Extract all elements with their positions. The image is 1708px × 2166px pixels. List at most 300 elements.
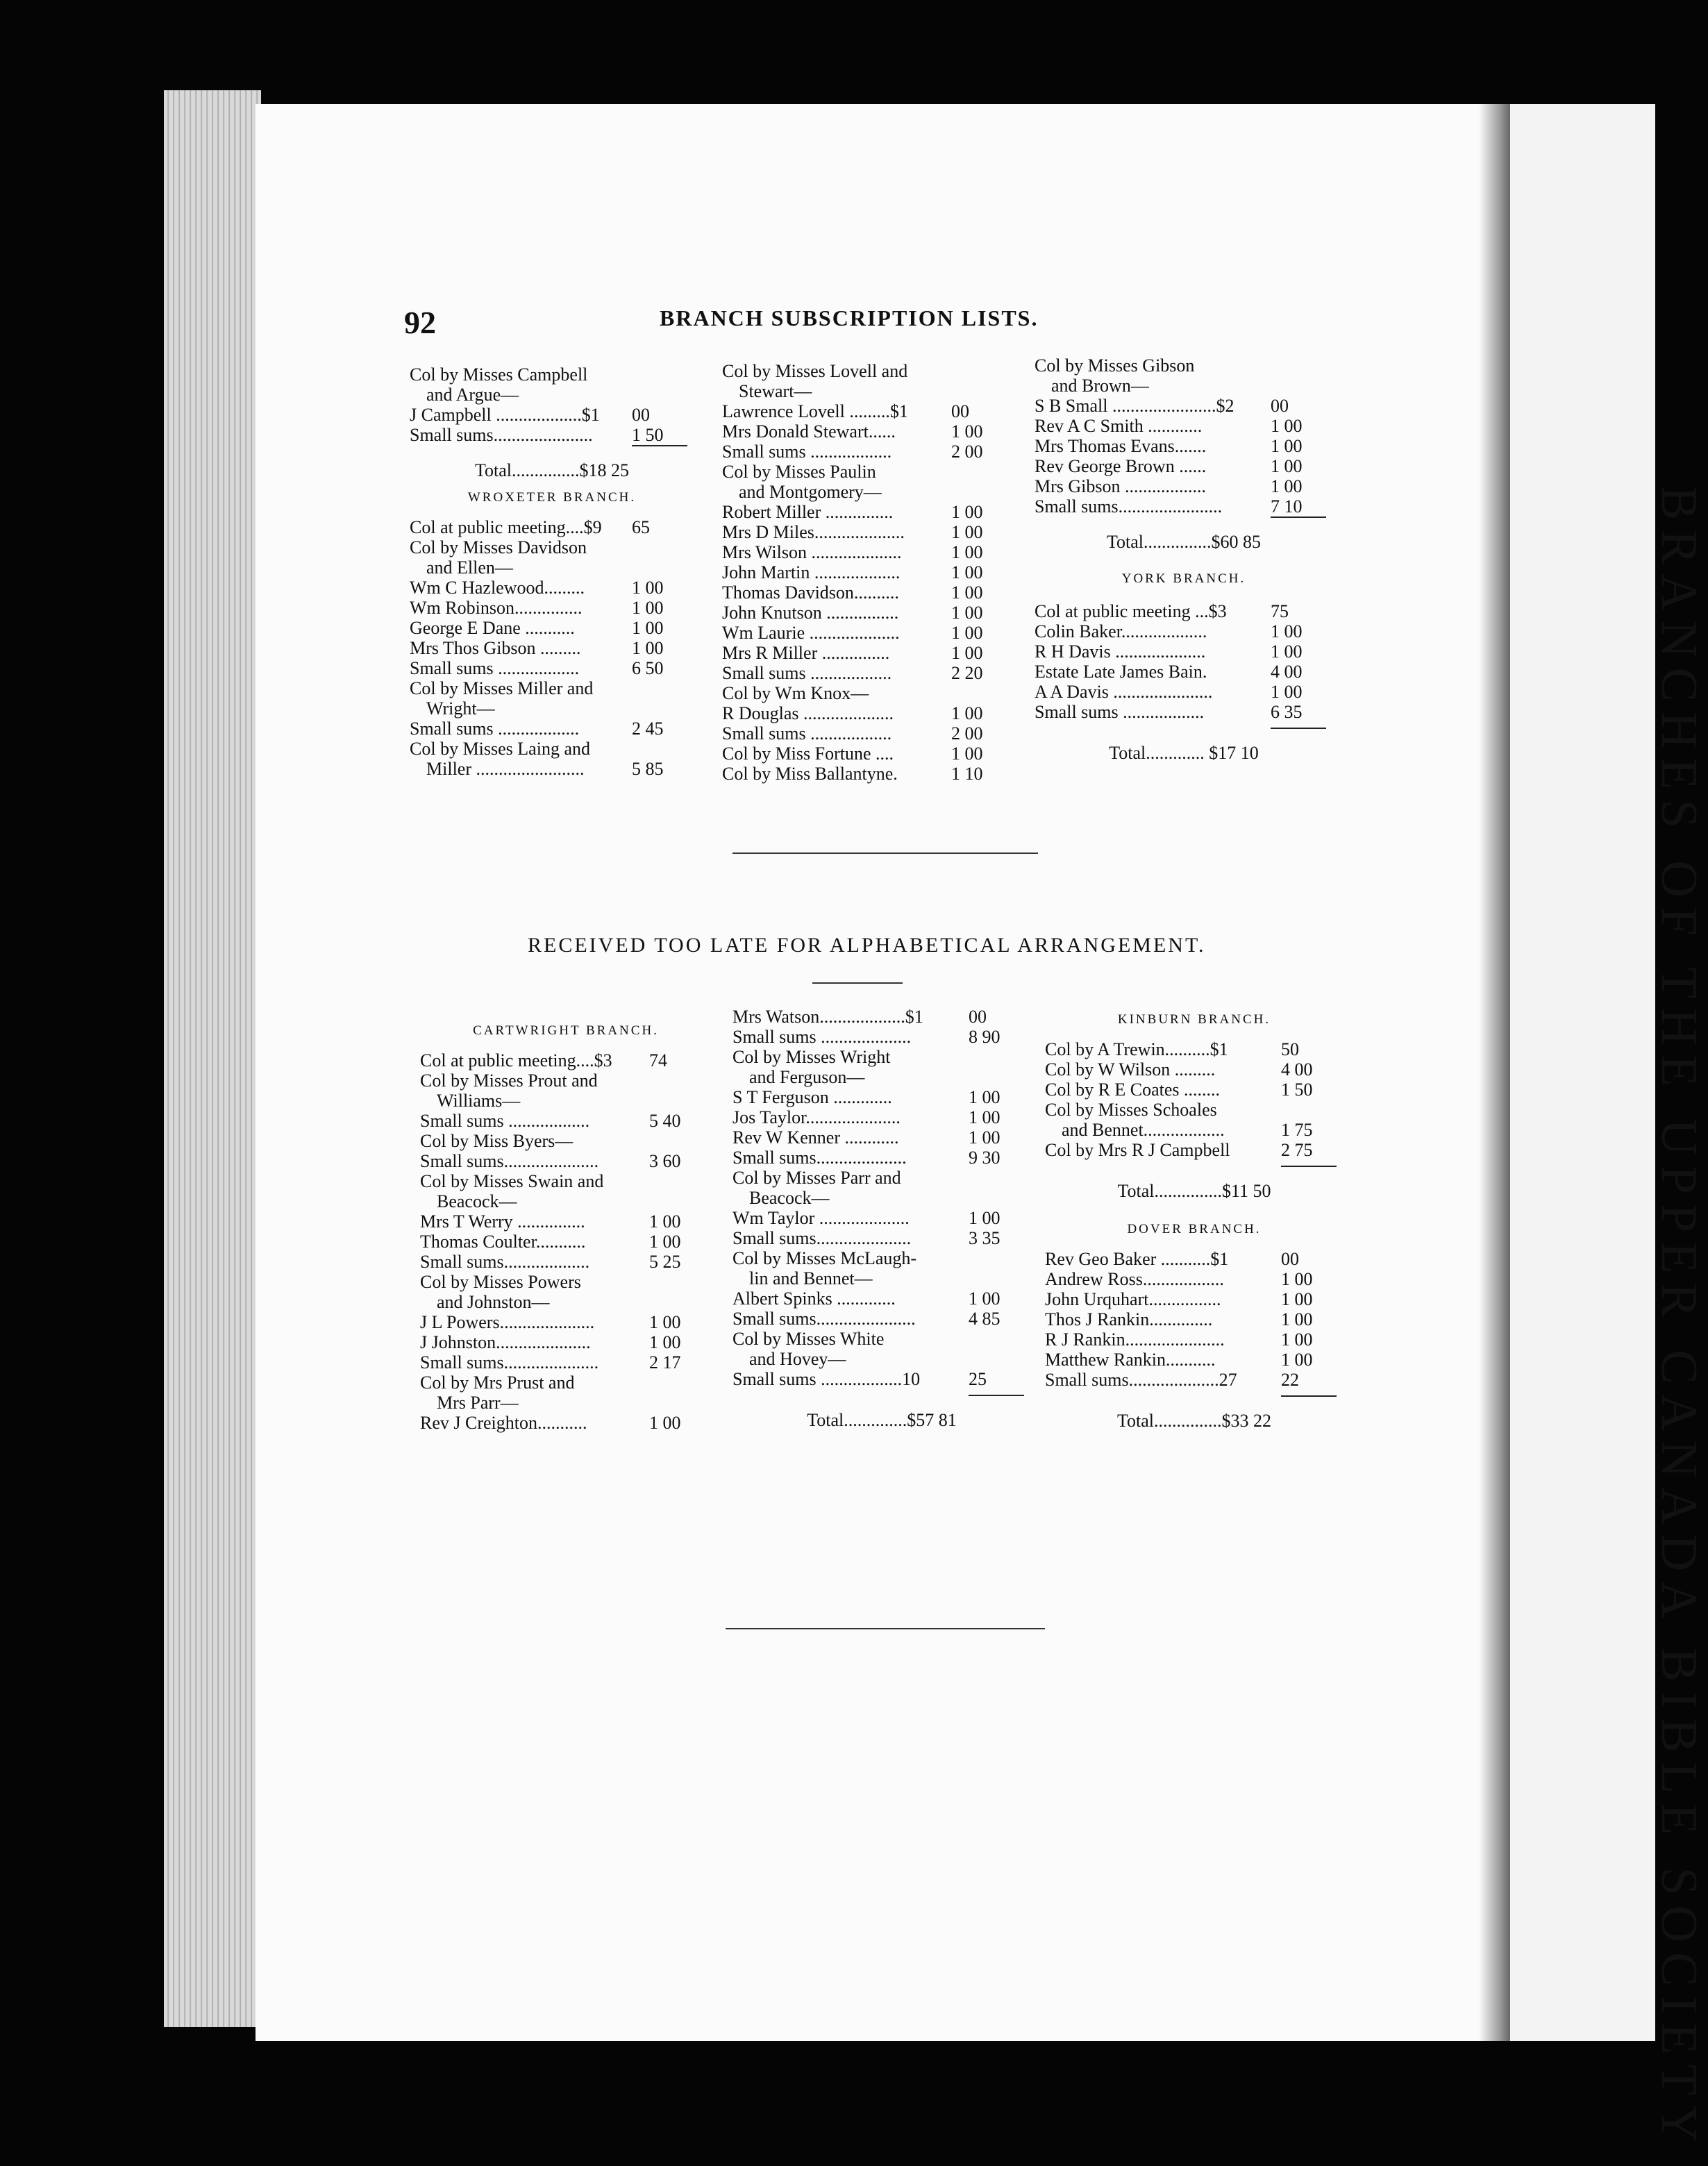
list-item — [1045, 1329, 1343, 1350]
list-item — [1035, 436, 1333, 456]
entry-amount: 1 00 — [951, 744, 983, 764]
entry-name: Small sums .................. — [722, 663, 892, 683]
entry-amount — [625, 385, 694, 405]
entry-name: J Johnston..................... — [420, 1332, 591, 1352]
entry-amount: 1 00 — [1271, 641, 1303, 662]
list-item — [1045, 1080, 1343, 1100]
entry-amount: 8 90 — [969, 1027, 1000, 1047]
entry-amount: 6 50 — [632, 658, 664, 678]
list-item — [732, 1007, 1031, 1027]
entry-amount: 2 00 — [951, 723, 983, 744]
entry-amount — [642, 1171, 712, 1191]
entry-amount: 1 00 — [632, 578, 664, 598]
entry-amount — [625, 557, 694, 578]
entry-amount: 2 00 — [951, 442, 983, 462]
list-item — [732, 1188, 1031, 1208]
entry-amount: 1 00 — [649, 1413, 681, 1433]
entry-amount: 1 00 — [969, 1288, 1000, 1309]
entry-name: R H Davis .................... — [1035, 641, 1206, 662]
list-item — [420, 1111, 712, 1131]
subscription-list — [420, 1050, 712, 1433]
entry-name: Small sums.................... — [732, 1148, 907, 1168]
entry-name: Mrs D Miles.................... — [722, 522, 905, 542]
entry-name: Small sums .................. — [1035, 702, 1205, 722]
entry-name: Rev George Brown ...... — [1035, 456, 1207, 476]
entry-name: Mrs Watson...................$1 — [732, 1007, 923, 1027]
list-item — [420, 1131, 712, 1151]
entry-name: Small sums...................... — [410, 425, 593, 445]
entry-amount: 9 30 — [969, 1148, 1000, 1168]
list-item — [732, 1168, 1031, 1188]
list-item — [722, 683, 1014, 703]
list-item — [732, 1309, 1031, 1329]
list-item — [1045, 1039, 1343, 1059]
list-item — [722, 381, 1014, 401]
entry-name: and Brown— — [1051, 376, 1149, 396]
subscription-list — [410, 364, 694, 445]
list-item — [1045, 1269, 1343, 1289]
list-item — [420, 1071, 712, 1091]
list-item — [722, 421, 1014, 442]
list-item — [1045, 1370, 1343, 1390]
entry-name: Thomas Davidson.......... — [722, 582, 899, 603]
list-item — [1035, 621, 1333, 641]
entry-name: Small sums..................... — [732, 1228, 912, 1248]
entry-name: Small sums .................. — [722, 442, 892, 462]
entry-amount: 5 40 — [649, 1111, 681, 1131]
entry-amount — [642, 1131, 712, 1151]
entry-amount: 1 75 — [1281, 1120, 1313, 1140]
entry-amount: 1 00 — [1281, 1309, 1313, 1329]
entry-name: Small sums...................... — [732, 1309, 916, 1329]
entry-name: A A Davis ...................... — [1035, 682, 1213, 702]
list-item — [410, 638, 694, 658]
list-item — [722, 442, 1014, 462]
entry-amount — [642, 1393, 712, 1413]
entry-amount: 1 00 — [649, 1232, 681, 1252]
entry-name: Col at public meeting....$9 — [410, 517, 602, 537]
entry-amount: 00 — [969, 1007, 987, 1027]
entry-amount — [625, 537, 694, 557]
entry-amount: 00 — [951, 401, 969, 421]
list-item — [1035, 476, 1333, 496]
list-item — [420, 1292, 712, 1312]
list-item — [420, 1232, 712, 1252]
list-item — [722, 562, 1014, 582]
list-item — [410, 385, 694, 405]
entry-amount: 00 — [632, 405, 650, 425]
list-item — [410, 698, 694, 719]
entry-name: Williams— — [437, 1091, 521, 1111]
entry-name: Col by Misses Parr and — [732, 1168, 901, 1188]
top-column-3 — [1035, 355, 1333, 763]
entry-name: J L Powers..................... — [420, 1312, 595, 1332]
entry-amount: 1 00 — [969, 1208, 1000, 1228]
entry-name: lin and Bennet— — [749, 1268, 873, 1288]
entry-amount: 2 45 — [632, 719, 664, 739]
list-item — [420, 1252, 712, 1272]
top-column-2 — [722, 361, 1014, 784]
entry-name: Small sums .................. — [410, 658, 580, 678]
list-item — [410, 618, 694, 638]
entry-amount — [962, 1248, 1031, 1268]
entry-name: and Montgomery— — [739, 482, 882, 502]
total-line: Total...............$18 25 — [474, 460, 630, 480]
entry-name: Rev Geo Baker ...........$1 — [1045, 1249, 1229, 1269]
entry-amount: 4 85 — [969, 1309, 1000, 1329]
book-page-edges — [164, 90, 261, 2027]
entry-name: Rev W Kenner ............ — [732, 1127, 899, 1148]
entry-name: Col by Misses Wright — [732, 1047, 891, 1067]
late-section-title: RECEIVED TOO LATE FOR ALPHABETICAL ARRANGEMENT. — [528, 934, 1206, 957]
entry-name: Wm C Hazlewood......... — [410, 578, 585, 598]
entry-name: Col by Misses Miller and — [410, 678, 594, 698]
list-item — [410, 759, 694, 779]
total-line: Total...............$60 85 — [1106, 532, 1262, 552]
entry-name: Small sums ..................10 — [732, 1369, 921, 1389]
entry-name: Col by Mrs Prust and — [420, 1372, 575, 1393]
entry-name: Wm Robinson............... — [410, 598, 583, 618]
list-item — [1045, 1120, 1343, 1140]
list-item — [1045, 1350, 1343, 1370]
list-item — [1035, 682, 1333, 702]
late-column-1 — [420, 1014, 712, 1433]
facing-page-title: BRANCHES OF THE UPPER CANADA BIBLE SOCIETY — [1650, 486, 1707, 2152]
entry-amount: 3 35 — [969, 1228, 1000, 1248]
entry-name: Jos Taylor..................... — [732, 1107, 901, 1127]
list-item — [722, 542, 1014, 562]
entry-amount: 65 — [632, 517, 650, 537]
list-item — [732, 1369, 1031, 1389]
list-item — [722, 401, 1014, 421]
list-item — [410, 658, 694, 678]
list-item — [420, 1312, 712, 1332]
subscription-list — [1045, 1039, 1343, 1160]
entry-amount: 00 — [1281, 1249, 1299, 1269]
list-item — [410, 739, 694, 759]
entry-name: Col by Misses Gibson — [1035, 355, 1195, 376]
entry-name: and Ellen— — [426, 557, 513, 578]
entry-name: S B Small .......................$2 — [1035, 396, 1234, 416]
entry-amount: 5 25 — [649, 1252, 681, 1272]
total-rule — [632, 445, 687, 446]
entry-name: Matthew Rankin........... — [1045, 1350, 1216, 1370]
list-item — [420, 1091, 712, 1111]
subscription-list — [1035, 601, 1333, 722]
entry-amount: 1 50 — [1281, 1080, 1313, 1100]
entry-amount — [944, 462, 1014, 482]
page-number: 92 — [404, 305, 436, 340]
list-item — [732, 1208, 1031, 1228]
list-item — [410, 719, 694, 739]
entry-amount — [625, 678, 694, 698]
subscription-list — [722, 361, 1014, 784]
entry-amount — [625, 739, 694, 759]
branch-heading-york: YORK BRANCH. — [1121, 571, 1246, 586]
list-item — [722, 603, 1014, 623]
list-item — [420, 1211, 712, 1232]
list-item — [420, 1171, 712, 1191]
entry-name: Small sums....................... — [1035, 496, 1223, 517]
entry-amount — [944, 381, 1014, 401]
entry-amount: 1 00 — [951, 623, 983, 643]
entry-amount: 1 00 — [1271, 476, 1303, 496]
list-item — [1035, 456, 1333, 476]
entry-amount: 1 10 — [951, 764, 983, 784]
entry-name: and Johnston— — [437, 1292, 550, 1312]
page-end-divider — [726, 1628, 1045, 1629]
entry-name: Mrs Thos Gibson ......... — [410, 638, 581, 658]
entry-amount — [944, 683, 1014, 703]
entry-amount — [642, 1071, 712, 1091]
entry-amount: 5 85 — [632, 759, 664, 779]
late-column-3 — [1045, 1002, 1343, 1431]
subscription-list — [732, 1007, 1031, 1389]
list-item — [732, 1288, 1031, 1309]
entry-amount — [962, 1268, 1031, 1288]
entry-amount — [625, 698, 694, 719]
list-item — [1035, 416, 1333, 436]
entry-name: Stewart— — [739, 381, 812, 401]
total-line: Total...............$11 50 — [1117, 1181, 1271, 1201]
total-line: Total..............$57 81 — [807, 1410, 957, 1430]
branch-heading-cartwright: CARTWRIGHT BRANCH. — [473, 1023, 659, 1038]
entry-amount: 2 17 — [649, 1352, 681, 1372]
list-item — [732, 1067, 1031, 1087]
entry-amount — [1264, 355, 1333, 376]
entry-name: and Ferguson— — [749, 1067, 865, 1087]
list-item — [420, 1352, 712, 1372]
list-item — [1035, 702, 1333, 722]
entry-amount: 2 75 — [1281, 1140, 1313, 1160]
list-item — [410, 557, 694, 578]
entry-amount: 3 60 — [649, 1151, 681, 1171]
entry-name: George E Dane ........... — [410, 618, 575, 638]
entry-name: Small sums .................... — [732, 1027, 912, 1047]
entry-name: Small sums................... — [420, 1252, 590, 1272]
entry-amount: 6 35 — [1271, 702, 1303, 722]
list-item — [410, 678, 694, 698]
entry-name: Col by Wm Knox— — [722, 683, 869, 703]
entry-amount: 1 00 — [951, 562, 983, 582]
entry-name: Col by Misses Schoales — [1045, 1100, 1217, 1120]
entry-amount: 1 00 — [951, 582, 983, 603]
entry-amount: 1 00 — [1271, 456, 1303, 476]
list-item — [722, 703, 1014, 723]
total-rule — [1271, 517, 1326, 518]
list-item — [1045, 1249, 1343, 1269]
entry-amount — [642, 1372, 712, 1393]
entry-name: Col by Misses Davidson — [410, 537, 587, 557]
entry-amount: 74 — [649, 1050, 667, 1071]
list-item — [410, 517, 694, 537]
entry-amount — [962, 1168, 1031, 1188]
entry-name: Thos J Rankin.............. — [1045, 1309, 1213, 1329]
facing-page — [1510, 104, 1655, 2041]
entry-name: Rev J Creighton........... — [420, 1413, 587, 1433]
list-item — [732, 1047, 1031, 1067]
entry-name: Rev A C Smith ............ — [1035, 416, 1203, 436]
branch-heading-wroxeter: WROXETER BRANCH. — [467, 490, 637, 505]
entry-amount: 1 00 — [969, 1127, 1000, 1148]
entry-name: Col by R E Coates ........ — [1045, 1080, 1221, 1100]
branch-heading-dover: DOVER BRANCH. — [1127, 1222, 1262, 1236]
late-column-2 — [732, 1007, 1031, 1430]
running-head: BRANCH SUBSCRIPTION LISTS. — [660, 305, 1039, 330]
entry-amount: 25 — [969, 1369, 987, 1389]
entry-amount: 1 00 — [951, 603, 983, 623]
list-item — [420, 1413, 712, 1433]
list-item — [732, 1228, 1031, 1248]
entry-name: Col by W Wilson ......... — [1045, 1059, 1216, 1080]
entry-name: Col by Miss Ballantyne. — [722, 764, 898, 784]
list-item — [410, 537, 694, 557]
entry-amount — [642, 1091, 712, 1111]
list-item — [1045, 1059, 1343, 1080]
entry-name: Beacock— — [749, 1188, 830, 1208]
entry-name: Col by Miss Fortune .... — [722, 744, 894, 764]
entry-name: R J Rankin...................... — [1045, 1329, 1225, 1350]
entry-name: and Bennet.................. — [1062, 1120, 1225, 1140]
list-item — [410, 364, 694, 385]
entry-name: Col by A Trewin..........$1 — [1045, 1039, 1228, 1059]
total-rule — [1281, 1395, 1337, 1397]
entry-amount: 1 00 — [951, 421, 983, 442]
title-underline — [812, 982, 903, 984]
entry-amount: 4 00 — [1281, 1059, 1313, 1080]
entry-name: Estate Late James Bain. — [1035, 662, 1207, 682]
list-item — [722, 663, 1014, 683]
entry-name: and Hovey— — [749, 1349, 846, 1369]
list-item — [732, 1027, 1031, 1047]
entry-amount: 1 00 — [649, 1312, 681, 1332]
entry-name: Small sums..................... — [420, 1151, 599, 1171]
entry-name: Col at public meeting ...$3 — [1035, 601, 1227, 621]
list-item — [1045, 1140, 1343, 1160]
entry-amount — [944, 482, 1014, 502]
list-item — [1035, 396, 1333, 416]
list-item — [732, 1107, 1031, 1127]
entry-amount: 1 00 — [649, 1211, 681, 1232]
entry-name: John Urquhart................ — [1045, 1289, 1221, 1309]
list-item — [420, 1372, 712, 1393]
list-item — [1035, 376, 1333, 396]
entry-name: Lawrence Lovell .........$1 — [722, 401, 908, 421]
entry-amount: 1 00 — [1281, 1350, 1313, 1370]
list-item — [722, 582, 1014, 603]
entry-name: Col by Misses Lovell and — [722, 361, 908, 381]
entry-amount — [1274, 1100, 1343, 1120]
entry-name: Mrs Parr— — [437, 1393, 519, 1413]
entry-amount: 1 00 — [951, 643, 983, 663]
list-item — [722, 764, 1014, 784]
entry-name: Mrs T Werry ............... — [420, 1211, 585, 1232]
subscription-list — [1035, 355, 1333, 517]
entry-amount — [962, 1349, 1031, 1369]
list-item — [1045, 1309, 1343, 1329]
entry-name: Small sums .................. — [420, 1111, 590, 1131]
entry-name: Col by Misses Swain and — [420, 1171, 604, 1191]
entry-amount: 1 00 — [951, 522, 983, 542]
entry-amount — [642, 1292, 712, 1312]
list-item — [722, 462, 1014, 482]
total-line: Total............. $17 10 — [1109, 743, 1259, 763]
entry-amount: 50 — [1281, 1039, 1299, 1059]
subscription-list — [410, 517, 694, 779]
entry-name: Col by Misses Campbell — [410, 364, 588, 385]
list-item — [732, 1349, 1031, 1369]
list-item — [420, 1050, 712, 1071]
entry-amount — [642, 1191, 712, 1211]
list-item — [1035, 601, 1333, 621]
entry-name: S T Ferguson ............. — [732, 1087, 892, 1107]
entry-amount: 1 50 — [632, 425, 664, 445]
list-item — [722, 502, 1014, 522]
entry-name: Col by Misses White — [732, 1329, 885, 1349]
entry-amount: 1 00 — [1271, 436, 1303, 456]
subscription-list — [1045, 1249, 1343, 1390]
entry-name: Colin Baker................... — [1035, 621, 1207, 641]
entry-name: Small sums .................. — [722, 723, 892, 744]
entry-amount: 1 00 — [951, 502, 983, 522]
entry-name: Small sums....................27 — [1045, 1370, 1237, 1390]
entry-name: Wright— — [426, 698, 495, 719]
entry-amount: 1 00 — [969, 1087, 1000, 1107]
list-item — [410, 598, 694, 618]
entry-name: Small sums..................... — [420, 1352, 599, 1372]
entry-name: Mrs Donald Stewart...... — [722, 421, 896, 442]
entry-name: Col by Misses Prout and — [420, 1071, 598, 1091]
entry-name: Andrew Ross.................. — [1045, 1269, 1224, 1289]
entry-amount: 4 00 — [1271, 662, 1303, 682]
total-line: Total...............$33 22 — [1116, 1411, 1272, 1431]
list-item — [722, 361, 1014, 381]
entry-amount: 1 00 — [1271, 682, 1303, 702]
list-item — [732, 1148, 1031, 1168]
entry-name: Robert Miller ............... — [722, 502, 894, 522]
list-item — [722, 744, 1014, 764]
entry-amount: 1 00 — [1271, 416, 1303, 436]
entry-amount: 2 20 — [951, 663, 983, 683]
list-item — [410, 578, 694, 598]
entry-name: John Knutson ................ — [722, 603, 899, 623]
entry-name: and Argue— — [426, 385, 519, 405]
list-item — [722, 522, 1014, 542]
branch-heading-kinburn: KINBURN BRANCH. — [1117, 1012, 1271, 1027]
entry-name: Wm Taylor .................... — [732, 1208, 910, 1228]
entry-name: Mrs Gibson .................. — [1035, 476, 1207, 496]
entry-amount — [1264, 376, 1333, 396]
entry-name: Mrs Wilson .................... — [722, 542, 902, 562]
entry-amount: 00 — [1271, 396, 1289, 416]
entry-amount: 1 00 — [1281, 1329, 1313, 1350]
total-rule — [1281, 1166, 1337, 1167]
top-column-1 — [410, 364, 694, 779]
entry-name: R Douglas .................... — [722, 703, 894, 723]
entry-amount: 22 — [1281, 1370, 1299, 1390]
entry-amount: 1 00 — [632, 598, 664, 618]
list-item — [732, 1329, 1031, 1349]
entry-amount: 7 10 — [1271, 496, 1303, 517]
list-item — [722, 723, 1014, 744]
list-item — [410, 405, 694, 425]
list-item — [420, 1272, 712, 1292]
entry-name: John Martin ................... — [722, 562, 901, 582]
entry-name: Small sums .................. — [410, 719, 580, 739]
list-item — [420, 1191, 712, 1211]
entry-amount — [962, 1067, 1031, 1087]
list-item — [722, 482, 1014, 502]
